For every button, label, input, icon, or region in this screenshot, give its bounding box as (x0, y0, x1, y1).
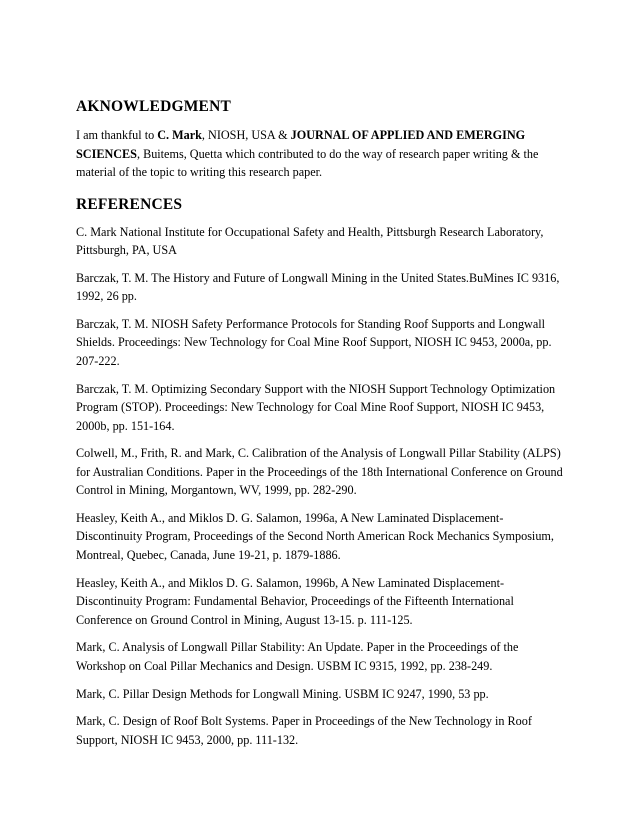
ack-segment-bold: JOURNAL OF APPLIED AND EMERGING SCIENCES (76, 128, 526, 161)
document-page (76, 98, 566, 758)
reference-item: Barczak, T. M. NIOSH Safety Performance Protocols for Standing Roof Supports and Longwall Shields. Proceedings: New Technology for Coal Mine Roof Support, NIOSH IC 9453, 2000a, pp. 207-222. (76, 316, 552, 368)
ack-segment-bold: C. Mark (157, 128, 202, 142)
ack-segment: , NIOSH, USA & (201, 128, 291, 142)
reference-item: Mark, C. Pillar Design Methods for Longwall Mining. USBM IC 9247, 1990, 53 pp. (76, 686, 489, 701)
reference-item: Heasley, Keith A., and Miklos D. G. Salamon, 1996b, A New Laminated Displacement-Discontinuity Program: Fundamental Behavior, Proceedings of the Fifteenth International Conference on Ground Control in Mining, August 13-15. p. 111-125. (76, 575, 514, 627)
reference-item: Mark, C. Design of Roof Bolt Systems. Paper in Proceedings of the New Technology in Roof Support, NIOSH IC 9453, 2000, pp. 111-132. (76, 714, 532, 747)
acknowledgment-paragraph (76, 126, 566, 182)
reference-item: Barczak, T. M. The History and Future of Longwall Mining in the United States.BuMines IC 9316, 1992, 26 pp. (76, 270, 560, 304)
reference-item: Colwell, M., Frith, R. and Mark, C. Calibration of the Analysis of Longwall Pillar Stability (ALPS) for Australian Conditions. Paper in the Proceedings of the 18th International Conference on Ground Control in Mining, Morgantown, WV, 1999, pp. 282-290. (76, 446, 563, 498)
ack-segment: I am thankful to (76, 128, 158, 142)
reference-item: Barczak, T. M. Optimizing Secondary Support with the NIOSH Support Technology Optimization Program (STOP). Proceedings: New Technology for Coal Mine Roof Support, NIOSH IC 9453, 2000b, pp. 151-164. (76, 381, 556, 433)
reference-item: Mark, C. Analysis of Longwall Pillar Stability: An Update. Paper in the Proceedings of the Workshop on Coal Pillar Mechanics and Design. USBM IC 9315, 1992, pp. 238-249. (76, 640, 519, 673)
reference-list (76, 223, 566, 750)
references-heading: REFERENCES (76, 195, 183, 213)
reference-item: Heasley, Keith A., and Miklos D. G. Salamon, 1996a, A New Laminated Displacement-Discontinuity Program, Proceedings of the Second North American Rock Mechanics Symposium, Montreal, Quebec, Canada, June 19-21, p. 1879-1886. (76, 510, 554, 562)
reference-item: C. Mark National Institute for Occupational Safety and Health, Pittsburgh Research Laboratory, Pittsburgh, PA, USA (76, 224, 544, 257)
ack-segment: , Buitems, Quetta which contributed to do the way of research paper writing & the material of the topic to writing this research paper. (76, 146, 539, 179)
acknowledgment-heading: AKNOWLEDGMENT (76, 98, 232, 115)
